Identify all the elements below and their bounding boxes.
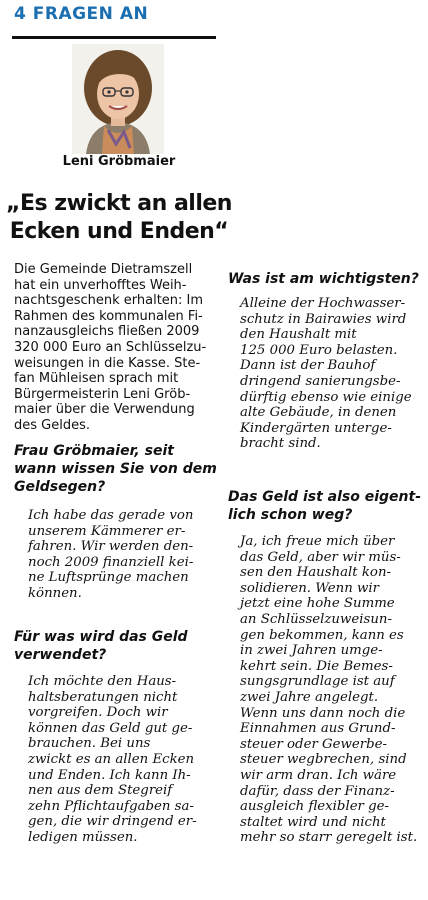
answer-line: Ich möchte den Haus- xyxy=(28,674,177,689)
answer-line: können. xyxy=(28,585,82,601)
answer-1 xyxy=(28,508,224,602)
answer-line: Alleine der Hochwasser- xyxy=(240,296,406,311)
answer-line: kehrt sein. Die Bemes- xyxy=(240,658,393,674)
answer-line: Ja, ich freue mich über xyxy=(240,534,395,549)
question-2 xyxy=(14,628,224,664)
answer-line: gen, die wir dringend er- xyxy=(28,814,197,830)
portrait-caption: Leni Gröbmaier xyxy=(62,154,176,169)
portrait-photo xyxy=(72,44,164,154)
answer-line: fahren. Wir werden den- xyxy=(28,539,194,555)
answer-line: ledigen müssen. xyxy=(28,829,138,845)
text-line: 320 000 Euro an Schlüsselzu- xyxy=(14,339,207,355)
answer-line: ausgleich flexibler ge- xyxy=(240,799,390,815)
question-line: Das Geld ist also eigent- xyxy=(228,489,422,505)
answer-line: steuer wegbrechen, sind xyxy=(240,752,407,768)
answer-line: in zwei Jahren umge- xyxy=(240,643,383,659)
answer-line: mehr so starr geregelt ist. xyxy=(240,830,418,846)
answer-line: ne Luftsprünge machen xyxy=(28,570,189,586)
text-line: Rahmen des kommunalen Fi- xyxy=(14,308,203,324)
answer-line: zehn Pflichtaufgaben sa- xyxy=(28,798,194,814)
answer-line: nen aus dem Stegreif xyxy=(28,783,173,799)
question-1 xyxy=(14,442,224,496)
answer-line: jetzt eine hohe Summe xyxy=(240,596,395,612)
answer-3 xyxy=(240,296,424,452)
answer-line: dürftig ebenso wie einige xyxy=(240,389,412,405)
text-line: maier über die Verwendung xyxy=(14,402,195,418)
headline-line: „Es zwickt an allen xyxy=(6,191,232,216)
text-line: nachtsgeschenk erhalten: Im xyxy=(14,293,204,309)
answer-line: und Enden. Ich kann Ih- xyxy=(28,767,191,783)
answer-line: den Haushalt mit xyxy=(240,327,357,343)
answer-line: 125 000 Euro belasten. xyxy=(240,342,398,358)
question-line: Frau Gröbmaier, seit xyxy=(14,443,174,459)
answer-line: noch 2009 finanziell kei- xyxy=(28,554,194,570)
question-line: verwendet? xyxy=(14,647,107,663)
answer-line: dafür, dass der Finanz- xyxy=(240,783,395,799)
answer-line: Kindergärten unterge- xyxy=(240,420,392,436)
answer-line: an Schlüsselzuweisun- xyxy=(240,611,392,627)
answer-line: solidieren. Wenn wir xyxy=(240,580,380,596)
answer-line: brauchen. Bei uns xyxy=(28,736,151,752)
text-line: fan Mühleisen sprach mit xyxy=(14,371,179,387)
answer-line: bracht sind. xyxy=(240,436,321,452)
answer-line: sen den Haushalt kon- xyxy=(240,565,391,581)
answer-line: haltsberatungen nicht xyxy=(28,689,178,705)
answer-4 xyxy=(240,534,424,846)
answer-line: unserem Kämmerer er- xyxy=(28,523,186,539)
answer-line: vorgreifen. Doch wir xyxy=(28,705,168,721)
answer-line: dringend sanierungsbe- xyxy=(240,373,401,389)
answer-2 xyxy=(28,674,224,846)
text-line: nanzausgleichs fließen 2009 xyxy=(14,324,200,340)
text-line: Die Gemeinde Dietramszell xyxy=(14,262,193,277)
question-line: wann wissen Sie von dem xyxy=(14,461,217,477)
text-line: Bürgermeisterin Leni Gröb- xyxy=(14,386,191,402)
answer-line: gen bekommen, kann es xyxy=(240,627,404,643)
question-line: Geldsegen? xyxy=(14,479,106,495)
answer-line: Dann ist der Bauhof xyxy=(240,358,376,374)
question-4 xyxy=(228,488,424,524)
headline-line: Ecken und Enden“ xyxy=(9,219,229,244)
answer-line: das Geld, aber wir müs- xyxy=(240,549,401,565)
answer-line: schutz in Bairawies wird xyxy=(240,311,407,327)
intro-paragraph xyxy=(14,262,222,434)
text-line: weisungen in die Kasse. Ste- xyxy=(14,355,201,371)
answer-line: zwei Jahre angelegt. xyxy=(240,689,379,705)
answer-line: alte Gebäude, in denen xyxy=(240,405,397,421)
answer-line: Einnahmen aus Grund- xyxy=(240,721,396,737)
question-3 xyxy=(228,270,424,288)
question-line: Für was wird das Geld xyxy=(14,629,188,645)
answer-line: Ich habe das gerade von xyxy=(28,508,194,523)
answer-line: steuer oder Gewerbe- xyxy=(240,736,387,752)
answer-line: staltet wird und nicht xyxy=(240,814,386,830)
section-kicker: 4 FRAGEN AN xyxy=(14,4,149,24)
answer-line: können das Geld gut ge- xyxy=(28,720,193,736)
text-line: des Geldes. xyxy=(14,417,90,433)
answer-line: wir arm dran. Ich wäre xyxy=(240,767,397,783)
kicker-rule xyxy=(12,36,216,39)
answer-line: Wenn uns dann noch die xyxy=(240,705,406,721)
text-line: hat ein unverhofftes Weih- xyxy=(14,277,187,293)
answer-line: zwickt es an allen Ecken xyxy=(28,751,195,767)
question-line: Was ist am wichtigsten? xyxy=(228,271,419,287)
answer-line: sungsgrundlage ist auf xyxy=(240,674,395,690)
question-line: lich schon weg? xyxy=(228,507,353,523)
headline xyxy=(0,190,238,246)
